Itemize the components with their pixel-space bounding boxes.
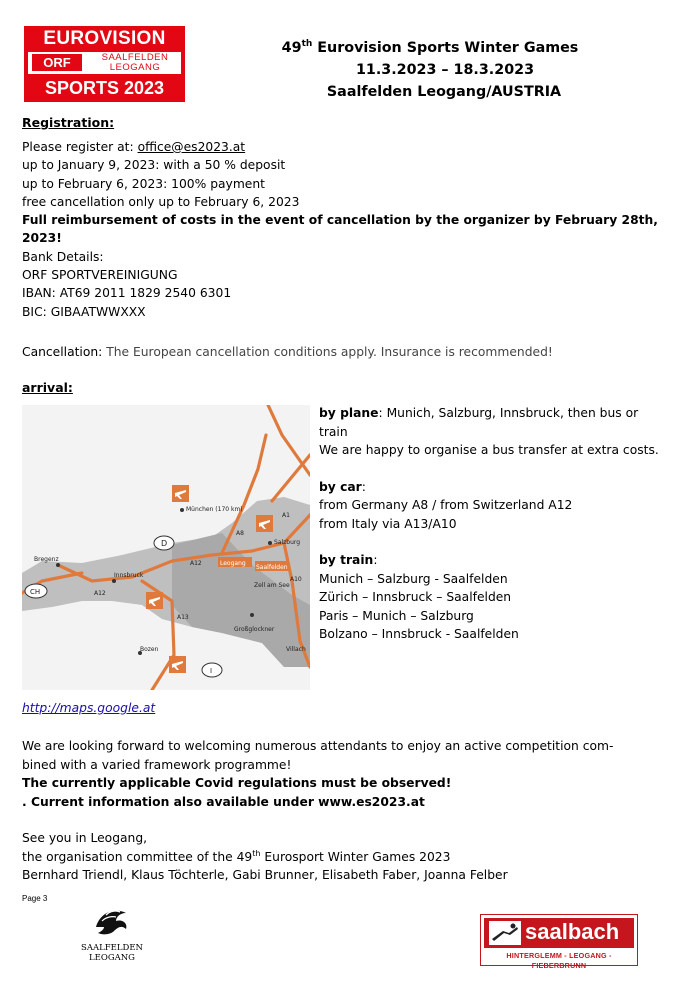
committee-line: the organisation committee of the 49th Eurosport Winter Games 2023 (22, 848, 451, 864)
cancellation-text: The European cancellation conditions apply. Insurance is recommended! (106, 345, 553, 359)
map-label-a10: A10 (290, 576, 302, 583)
train-route: Bolzano – Innsbruck - Saalfelden (319, 627, 519, 641)
document-header (200, 37, 660, 103)
map-label-ch: CH (30, 588, 41, 596)
train-route: Paris – Munich – Salzburg (319, 608, 474, 623)
bic: BIC: GIBAATWWXXX (22, 304, 146, 319)
saalbach-name: saalbach (525, 919, 620, 944)
arrival-heading: arrival: (22, 380, 73, 395)
map-label-d: D (161, 539, 168, 548)
dragon-emblem-icon (92, 905, 132, 939)
map-label-a13: A13 (177, 614, 189, 621)
deposit-line: up to January 9, 2023: with a 50 % deposit (22, 158, 286, 173)
register-line: Please register at: office@es2023.at (22, 140, 246, 154)
map-label-a1: A1 (282, 512, 290, 519)
logo-eurovision: EUROVISION (43, 28, 166, 49)
car-line-2: from Italy via A13/A10 (319, 516, 457, 531)
closing-section (22, 737, 672, 811)
train-route: Zürich – Innsbruck – Saalfelden (319, 590, 512, 604)
map-label-bregenz: Bregenz (34, 556, 59, 563)
header-dates: 11.3.2023 – 18.3.2023 (355, 62, 535, 78)
payment-line: up to February 6, 2023: 100% payment (22, 176, 265, 191)
plane-transfer-note: We are happy to organise a bus transfer at extra costs. (319, 443, 659, 457)
info-notice: . Current information also available under www.es2023.at (22, 794, 425, 809)
bank-name: ORF SPORTVEREINIGUNG (22, 268, 178, 283)
car-heading: by car: (319, 479, 366, 494)
leogang-text: LEOGANG (89, 953, 135, 963)
map-label-innsbruck: Innsbruck (114, 572, 144, 579)
bank-details-label: Bank Details: (22, 249, 104, 264)
map-label-i: I (210, 667, 213, 675)
logo-middle-band (28, 52, 181, 74)
travel-options (319, 404, 659, 644)
cancellation-label: Cancellation: (22, 345, 107, 359)
committee-names: Bernhard Triendl, Klaus Töchterle, Gabi Brunner, Elisabeth Faber, Joanna Felber (22, 868, 508, 882)
iban: IBAN: AT69 2011 1829 2540 6301 (22, 286, 232, 301)
map-label-salzburg: Salzburg (274, 539, 301, 546)
closing-line-1: We are looking forward to welcoming numerous attendants to enjoy an active competition com- (22, 739, 614, 753)
train-route: Munich – Salzburg - Saalfelden (319, 571, 508, 586)
train-heading: by train: (319, 553, 378, 567)
registration-heading: Registration: (22, 115, 115, 130)
greeting: See you in Leogang, (22, 831, 148, 845)
saalfelden-text: SAALFELDEN (81, 943, 143, 953)
logo-location-2: LEOGANG (109, 62, 161, 73)
maps-link[interactable]: http://maps.google.at (22, 701, 156, 715)
map-label-a12-west: A12 (94, 590, 106, 597)
saalbach-subtitle: HINTERGLEMM - LEOGANG - FIEBERBRUNN (506, 951, 612, 970)
skier-icon (489, 921, 521, 945)
map-label-villach: Villach (286, 646, 306, 653)
route-map (22, 405, 310, 690)
saalfelden-leogang-logo (72, 905, 152, 965)
map-label-grossglockner: Großglockner (234, 626, 275, 633)
plane-label: by plane (319, 406, 379, 420)
map-label-zell: Zell am See (254, 582, 290, 589)
header-place: Saalfelden Leogang/AUSTRIA (326, 84, 562, 100)
maps-link-line (22, 699, 155, 717)
map-label-munchen: München (170 km) (186, 506, 243, 513)
event-logo (24, 26, 185, 102)
email-link[interactable]: office@es2023.at (137, 140, 246, 154)
car-line-1: from Germany A8 / from Switzerland A12 (319, 498, 573, 512)
logo-location-1: SAALFELDEN (101, 52, 169, 63)
plane-line: by plane: Munich, Salzburg, Innsbruck, then bus or train (319, 406, 639, 439)
covid-notice: The currently applicable Covid regulations must be observed! (22, 776, 452, 790)
signature-section (22, 829, 672, 885)
logo-orf: ORF (32, 54, 82, 71)
free-cancellation-line: free cancellation only up to February 6, 2023 (22, 194, 300, 209)
page-number: Page 3 (22, 894, 48, 903)
saalbach-logo (480, 914, 638, 970)
map-label-bozen: Bozen (140, 646, 159, 653)
header-title: 49th Eurovision Sports Winter Games (281, 39, 579, 56)
registration-section (22, 138, 662, 321)
logo-sports-2023: SPORTS 2023 (44, 78, 165, 98)
map-label-a12: A12 (190, 560, 202, 567)
map-label-leogang: Leogang (220, 560, 246, 567)
cancellation-line (22, 343, 553, 361)
reimbursement-notice: Full reimbursement of costs in the event of cancellation by the organizer by February 28th, 2023! (22, 213, 658, 246)
closing-line-2: bined with a varied framework programme! (22, 757, 292, 772)
map-label-saalfelden: Saalfelden (256, 564, 288, 571)
map-label-a8: A8 (236, 530, 244, 537)
